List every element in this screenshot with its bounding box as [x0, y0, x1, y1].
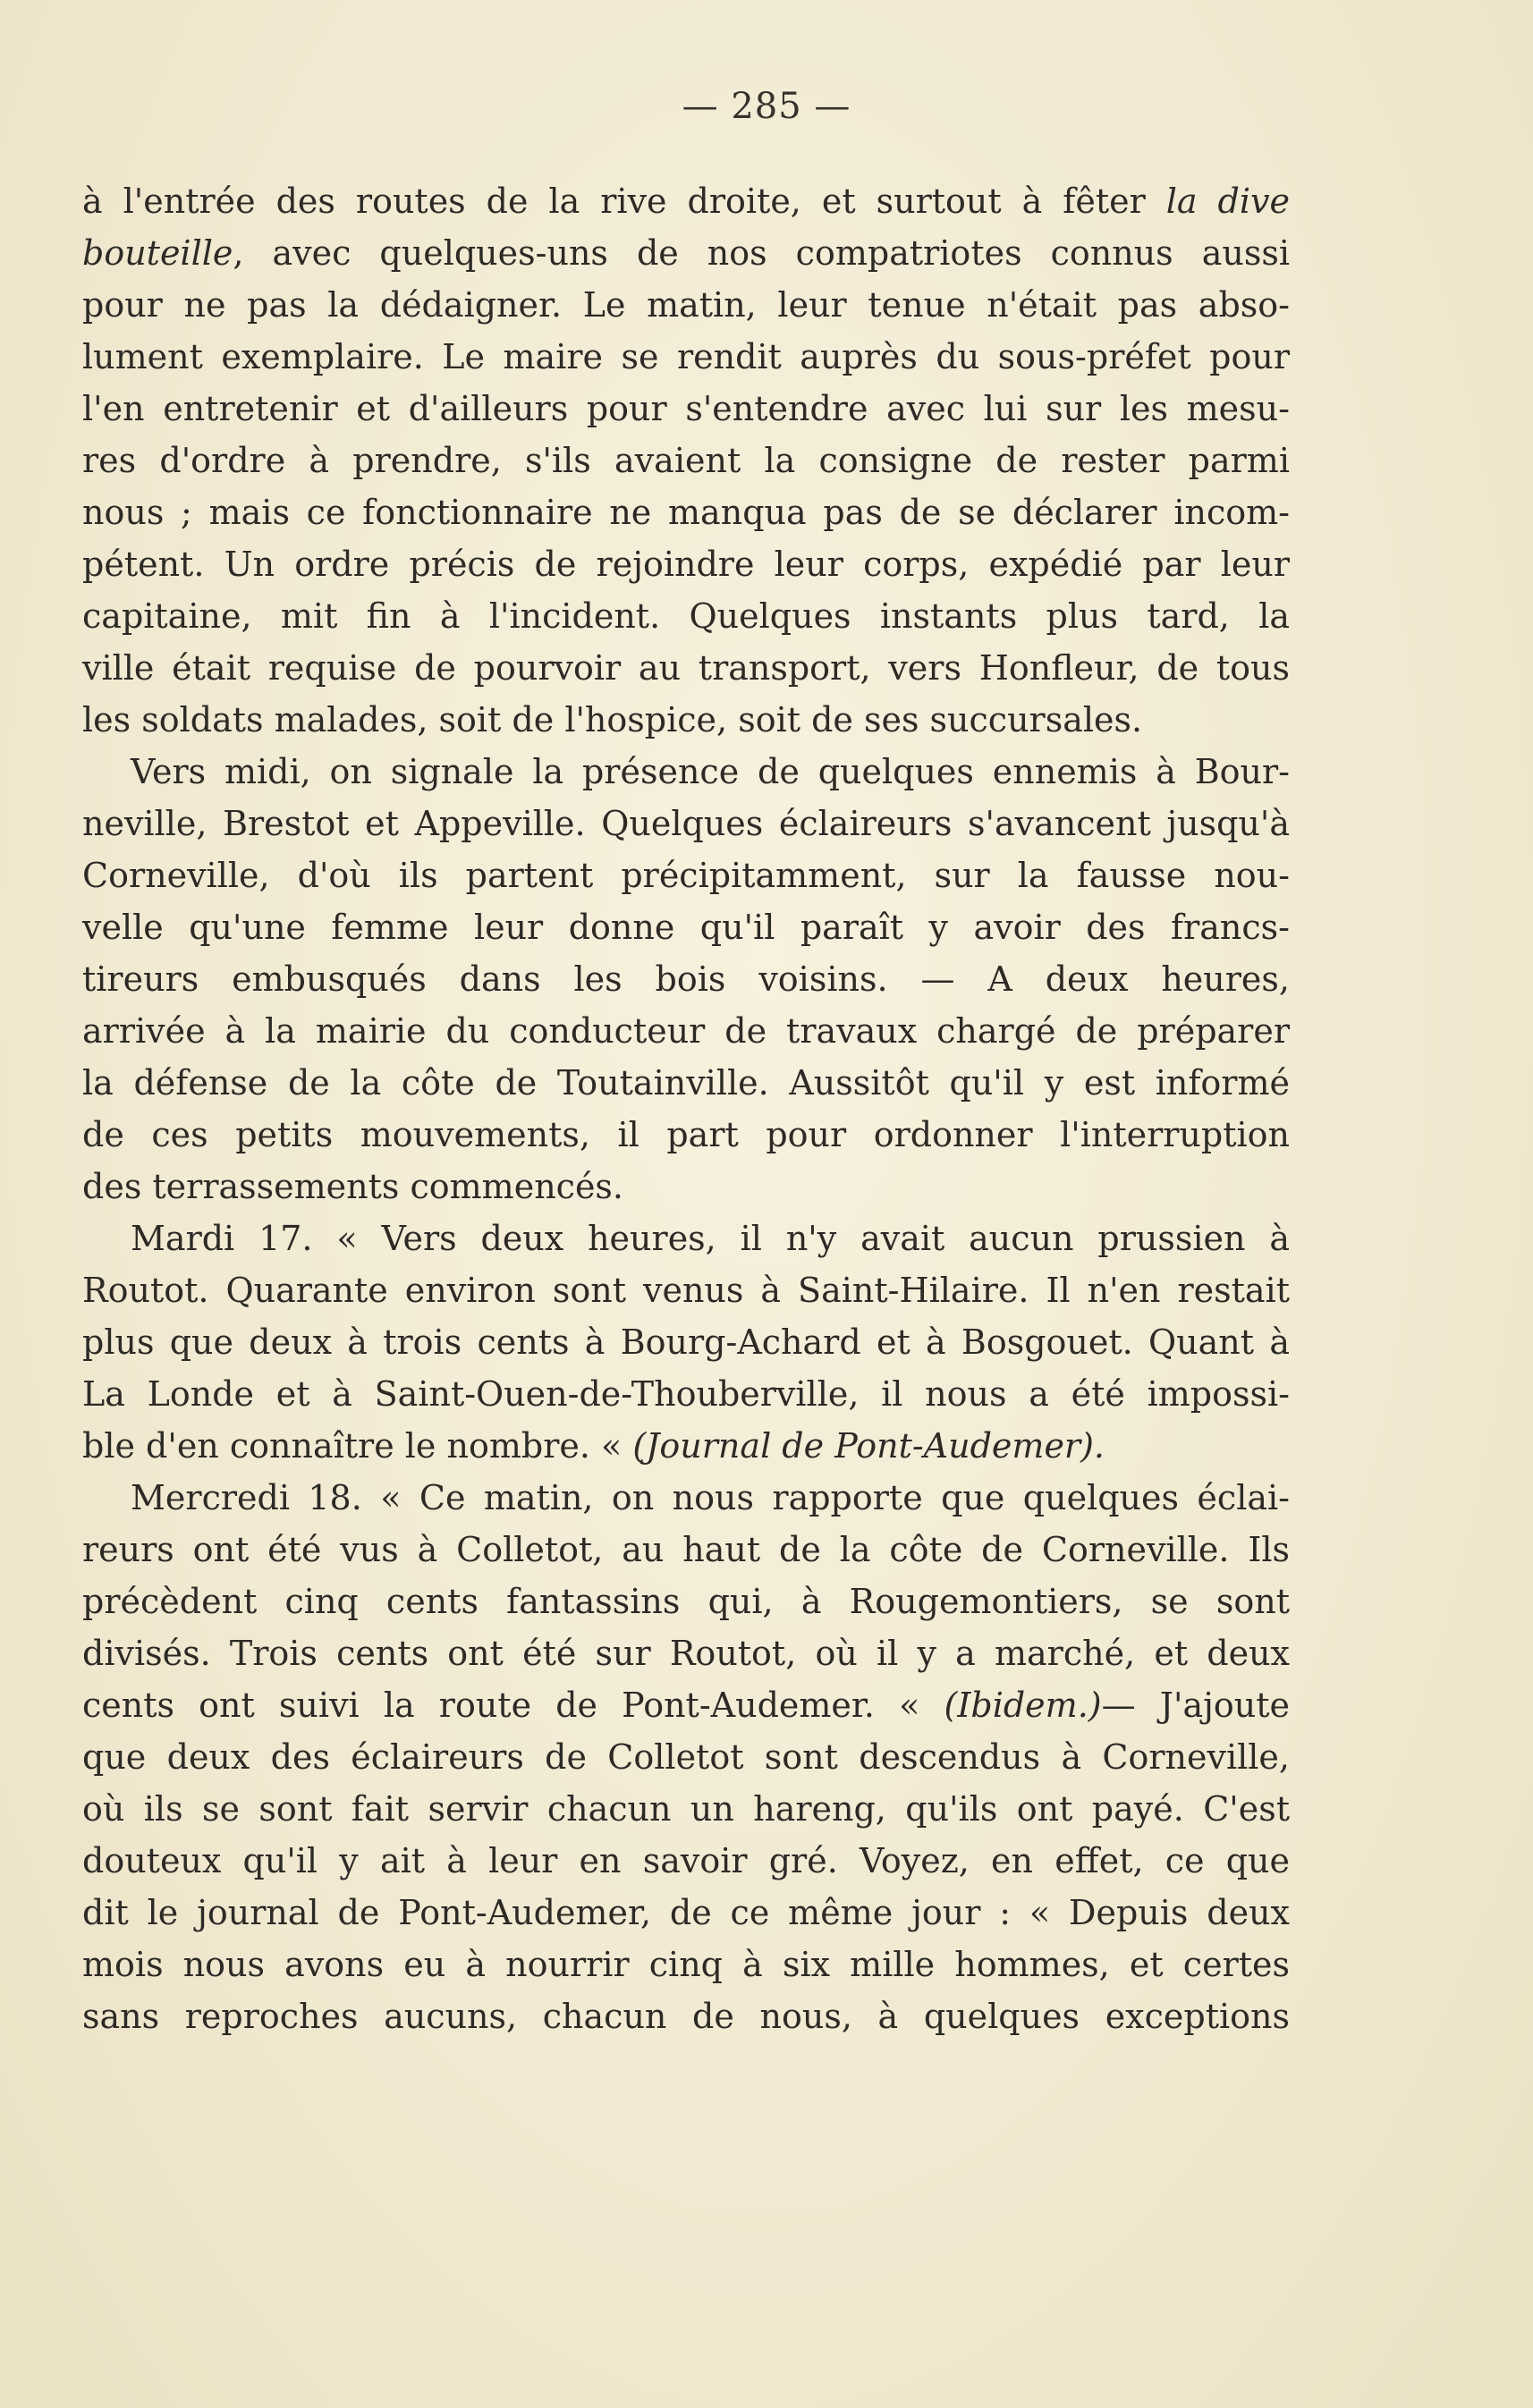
text-line — [82, 538, 1290, 590]
text-run: neville, Brestot et Appeville. Quelques éclaireurs s'avancent jusqu'à — [82, 804, 1290, 843]
text-run: Mardi 17. « Vers deux heures, il n'y avait aucun prussien à — [131, 1219, 1290, 1258]
text-run: que deux des éclaireurs de Colletot sont descendus à Corneville, — [82, 1737, 1290, 1777]
text-line — [82, 1887, 1290, 1939]
text-line — [82, 953, 1290, 1005]
text-line — [82, 175, 1290, 227]
text-line — [82, 901, 1290, 953]
text-line — [82, 1264, 1290, 1316]
text-line — [82, 1576, 1290, 1627]
text-line — [82, 1731, 1290, 1783]
text-line — [82, 798, 1290, 849]
text-line — [82, 227, 1290, 279]
italic-text: bouteille — [82, 233, 233, 273]
text-run: l'en entretenir et d'ailleurs pour s'entendre avec lui sur les mesu- — [82, 389, 1290, 428]
text-run: Mercredi 18. « Ce matin, on nous rapporte que quelques éclai- — [131, 1478, 1290, 1517]
page-number: — 285 — — [682, 86, 851, 127]
text-run: des terrassements commencés. — [82, 1167, 624, 1206]
text-line — [82, 746, 1290, 798]
text-run: Vers midi, on signale la présence de quelques ennemis à Bour- — [131, 752, 1290, 791]
text-run: dit le journal de Pont-Audemer, de ce même jour : « Depuis deux — [82, 1893, 1290, 1932]
text-line — [82, 1939, 1290, 1990]
text-run: velle qu'une femme leur donne qu'il paraît y avoir des francs- — [82, 908, 1290, 947]
text-run: capitaine, mit fin à l'incident. Quelques instants plus tard, la — [82, 596, 1290, 636]
text-run: la défense de la côte de Toutainville. Aussitôt qu'il y est informé — [82, 1063, 1290, 1103]
text-run: mois nous avons eu à nourrir cinq à six mille hommes, et certes — [82, 1945, 1290, 1984]
text-line — [82, 1316, 1290, 1368]
italic-text: (Journal de Pont-Audemer). — [632, 1426, 1105, 1466]
text-run: douteux qu'il y ait à leur en savoir gré. Voyez, en effet, ce que — [82, 1841, 1290, 1880]
text-line — [82, 1109, 1290, 1161]
text-run: ville était requise de pourvoir au transport, vers Honfleur, de tous — [82, 648, 1290, 688]
text-run: cents ont suivi la route de Pont-Audemer. « — [82, 1686, 944, 1725]
text-run: de ces petits mouvements, il part pour ordonner l'interruption — [82, 1115, 1290, 1154]
text-line — [82, 590, 1290, 642]
text-run: , avec quelques-uns de nos compatriotes connus aussi — [233, 233, 1290, 273]
text-run: à l'entrée des routes de la rive droite, et surtout à fêter — [82, 182, 1166, 221]
text-line — [82, 694, 1290, 746]
text-run: divisés. Trois cents ont été sur Routot, où il y a marché, et deux — [82, 1634, 1290, 1673]
text-line — [82, 642, 1290, 694]
text-line — [82, 486, 1290, 538]
text-run: précèdent cinq cents fantassins qui, à Rougemontiers, se sont — [82, 1582, 1290, 1621]
italic-text: la dive — [1165, 182, 1290, 221]
text-line — [82, 331, 1290, 383]
text-run: lument exemplaire. Le maire se rendit auprès du sous-préfet pour — [82, 337, 1290, 376]
text-line — [82, 1368, 1290, 1420]
text-line — [82, 1524, 1290, 1576]
text-line — [82, 849, 1290, 901]
text-line — [82, 1783, 1290, 1835]
text-line — [82, 1835, 1290, 1887]
text-line — [82, 435, 1290, 486]
text-line — [82, 1057, 1290, 1109]
italic-text: (Ibidem.) — [944, 1686, 1102, 1725]
text-line — [82, 1005, 1290, 1057]
text-run: La Londe et à Saint-Ouen-de-Thouberville, il nous a été impossi- — [82, 1374, 1290, 1414]
text-run: arrivée à la mairie du conducteur de travaux chargé de préparer — [82, 1011, 1290, 1051]
text-line — [82, 1627, 1290, 1679]
text-run: les soldats malades, soit de l'hospice, soit de ses succursales. — [82, 700, 1143, 739]
text-line — [82, 1161, 1290, 1212]
text-run: Routot. Quarante environ sont venus à Saint-Hilaire. Il n'en restait — [82, 1271, 1290, 1310]
text-line — [82, 279, 1290, 331]
text-line — [82, 1420, 1290, 1472]
text-line — [82, 1990, 1290, 2042]
text-run: où ils se sont fait servir chacun un hareng, qu'ils ont payé. C'est — [82, 1789, 1290, 1829]
text-line — [82, 383, 1290, 435]
text-line — [82, 1472, 1290, 1524]
text-run: nous ; mais ce fonctionnaire ne manqua pas de se déclarer incom- — [82, 493, 1290, 532]
text-run: reurs ont été vus à Colletot, au haut de la côte de Corneville. Ils — [82, 1530, 1290, 1569]
text-run: sans reproches aucuns, chacun de nous, à quelques exceptions — [82, 1997, 1290, 2036]
body-text — [82, 175, 1290, 2042]
text-run: ble d'en connaître le nombre. « — [82, 1426, 633, 1466]
text-run: pour ne pas la dédaigner. Le matin, leur tenue n'était pas abso- — [82, 285, 1290, 325]
text-run: Corneville, d'où ils partent précipitamment, sur la fausse nou- — [82, 856, 1290, 895]
text-line — [82, 1212, 1290, 1264]
text-run: tireurs embusqués dans les bois voisins. — A deux heures, — [82, 959, 1290, 999]
text-run: pétent. Un ordre précis de rejoindre leur corps, expédié par leur — [82, 545, 1290, 584]
text-line — [82, 1679, 1290, 1731]
text-run: — J'ajoute — [1101, 1686, 1291, 1725]
text-run: plus que deux à trois cents à Bourg-Achard et à Bosgouet. Quant à — [82, 1322, 1290, 1362]
text-run: res d'ordre à prendre, s'ils avaient la consigne de rester parmi — [82, 441, 1290, 480]
